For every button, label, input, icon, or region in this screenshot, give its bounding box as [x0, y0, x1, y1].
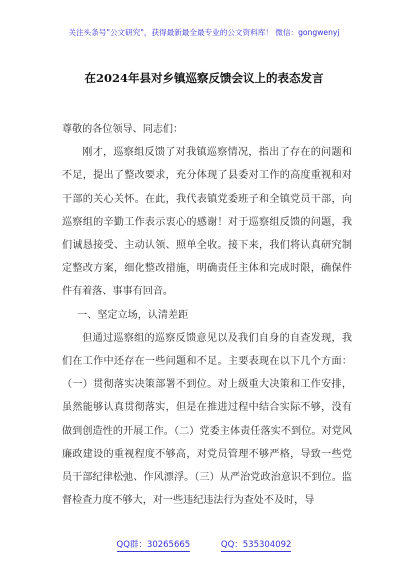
document-title: 在2024年县对乡镇巡察反馈会议上的表态发言 — [84, 71, 324, 85]
paragraph: 但通过巡察组的巡察反馈意见以及我们自身的自查发现，我们在工作中还存在一些问题和不足。主要表现在以下几个方面：（一）贯彻落实决策部署不到位。对上级重大决策和工作安排，虽然能够认真贯彻落实，但是在推进过程中结合实际不够，没有做到创造性的开展工作。（二）党委主体责任落实不到位。对党风廉政建设的重视程度不够高，对党员管理不够严格，导致一些党员干部纪律松弛、作风漂浮。（三）从严治党政治意识不到位。监督检查力度不够大，对一些违纪违法行为查处不及时，导 — [62, 332, 352, 507]
footer-qq-link[interactable]: QQ：535304092 — [220, 540, 292, 550]
paragraph: 刚才，巡察组反馈了对我镇巡察情况，指出了存在的问题和不足，提出了整改要求，充分体现了县委对工作的高度重视和对干部的关心关怀。在此，我代表镇党委班子和全镇党员干部，向巡察组的辛勤工作表示衷心的感谢！对于巡察组反馈的问题，我们诚恳接受、主动认领、照单全收。接下来，我们将认真研究制定整改方案，细化整改措施，明确责任主体和完成时限，确保件件有着落、事事有回音。 — [62, 147, 352, 298]
section-heading: 一、坚定立场，认清差距 — [77, 309, 189, 321]
footer — [0, 540, 408, 552]
document-body — [62, 118, 352, 512]
footer-qq-group-link[interactable]: QQ群：30265665 — [116, 540, 191, 550]
salutation: 尊敬的各位领导、同志们： — [62, 124, 184, 135]
header-note: 关注头条号"公文研究"，获得最新最全最专业的公文资料库！ 微信：gongwenyj — [68, 28, 340, 37]
